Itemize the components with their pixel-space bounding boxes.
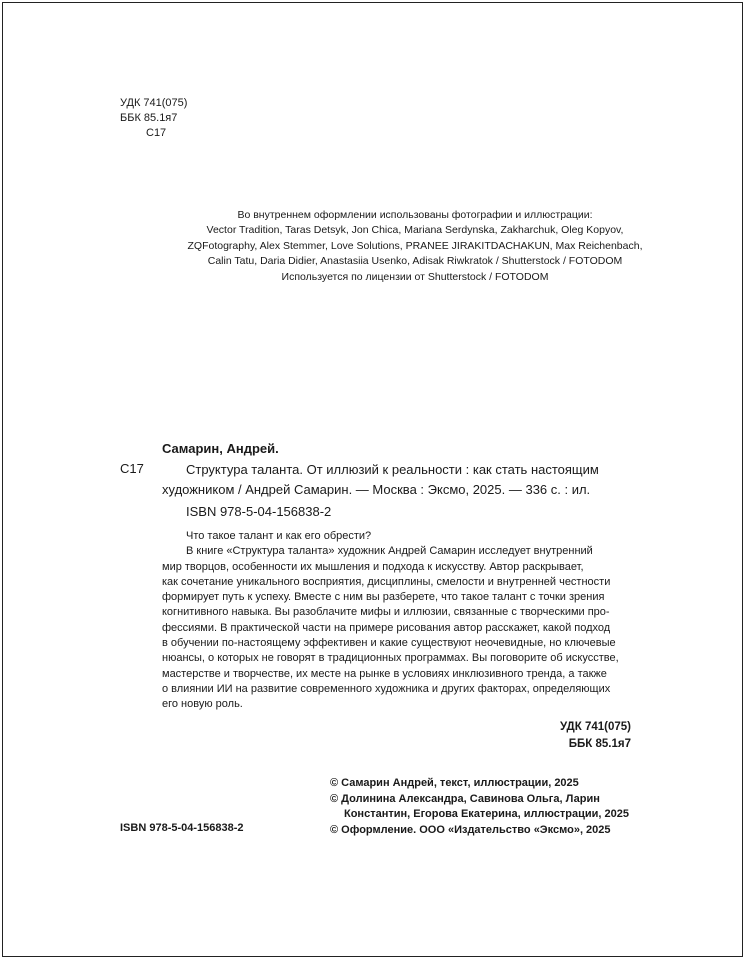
copyright-line: Константин, Егорова Екатерина, иллюстрации, 2025	[344, 808, 629, 820]
author-mark: С17	[146, 127, 167, 139]
annotation-line: о влиянии ИИ на развитие современного художника и других факторах, определяющих	[162, 682, 611, 695]
copyright-line: © Оформление. ООО «Издательство «Эксмо», 2025	[330, 823, 611, 836]
title-line: Структура таланта. От иллюзий к реальности : как стать настоящим	[186, 462, 599, 477]
copyright-block	[330, 776, 630, 838]
record-author-mark: С17	[120, 461, 144, 476]
credits-line: Во внутреннем оформлении использованы фотографии и иллюстрации:	[237, 209, 593, 221]
annotation-line: мастерстве и творчестве, их месте на рынке в условиях инклюзивного тренда, а также	[162, 667, 607, 680]
annotation-line: фессиями. В практической части на примере рисования автор расскажет, какой подход	[162, 621, 611, 634]
credits-line: ZQFotography, Alex Stemmer, Love Solutions, PRANEE JIRAKITDACHAKUN, Max Reichenbach,	[187, 239, 643, 252]
annotation-line: мир творцов, особенности их мышления и подхода к искусству. Автор раскрывает,	[162, 560, 584, 573]
annotation-question: Что такое талант и как его обрести?	[186, 530, 372, 542]
annotation-line: когнитивного навыка. Вы разоблачите мифы и иллюзии, связанные с творческими про-	[162, 606, 610, 619]
record-title	[162, 460, 642, 500]
annotation-line: В книге «Структура таланта» художник Андрей Самарин исследует внутренний	[186, 545, 593, 558]
bbk-code: ББК 85.1я7	[568, 738, 631, 750]
annotation-line: формирует путь к успеху. Вместе с ним вы разберете, что такое талант с точки зрения	[162, 591, 605, 604]
annotation	[162, 529, 637, 713]
image-credits	[100, 208, 730, 285]
credits-line: Calin Tatu, Daria Didier, Anastasiia Usenko, Adisak Riwkratok / Shutterstock / FOTODOM	[207, 255, 623, 268]
annotation-line: как сочетание уникального восприятия, дисциплины, смелости и внутренней честности	[162, 575, 611, 588]
annotation-line: его новую роль.	[162, 698, 243, 711]
credits-line: Vector Tradition, Taras Detsyk, Jon Chica, Mariana Serdynska, Zakharchuk, Oleg Kopyov,	[206, 224, 624, 237]
credits-line: Используется по лицензии от Shutterstock / FOTODOM	[281, 270, 549, 283]
copyright-line: © Самарин Андрей, текст, иллюстрации, 2025	[330, 777, 579, 789]
isbn-bottom: ISBN 978-5-04-156838-2	[120, 822, 244, 834]
annotation-line: нюансы, о которых не говорят в традиционных программах. Вы поговорите об искусстве,	[162, 652, 619, 665]
title-line: художником / Андрей Самарин. — Москва : Эксмо, 2025. — 336 с. : ил.	[162, 482, 591, 497]
udk-code: УДК 741(075)	[559, 721, 631, 733]
bbk-code: ББК 85.1я7	[120, 112, 178, 124]
classification-top	[120, 96, 240, 141]
copyright-line: © Долинина Александра, Савинова Ольга, Ларин	[330, 792, 600, 805]
udk-code: УДК 741(075)	[120, 97, 188, 109]
classification-bottom	[500, 719, 631, 753]
record-isbn: ISBN 978-5-04-156838-2	[186, 504, 332, 519]
annotation-line: в обучении по-настоящему эффективен и какие существуют неочевидные, но ключевые	[162, 637, 616, 650]
record-author: Самарин, Андрей.	[162, 441, 279, 456]
